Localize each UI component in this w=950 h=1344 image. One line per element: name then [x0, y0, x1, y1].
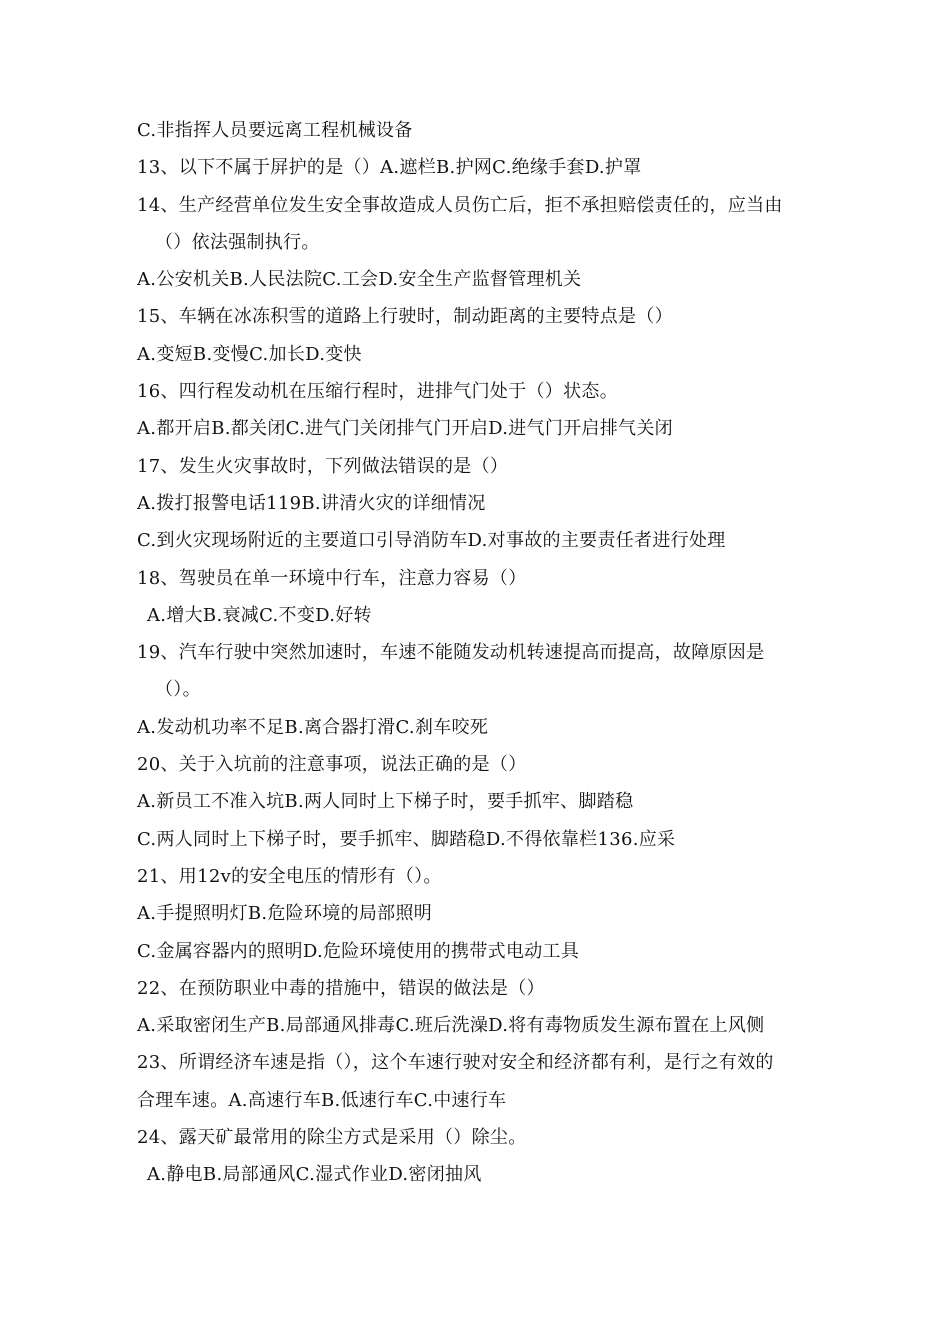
- question-20-options-c-d: C.两人同时上下梯子时，要手抓牢、脚踏稳D.不得依靠栏136.应采: [137, 828, 676, 850]
- question-21: 21、用12v的安全电压的情形有（）。: [137, 865, 442, 887]
- question-18: 18、驾驶员在单一环境中行车，注意力容易（）: [137, 567, 527, 589]
- question-23: 23、所谓经济车速是指（），这个车速行驶对安全和经济都有利，是行之有效的: [137, 1052, 774, 1074]
- question-21-options-c-d: C.金属容器内的照明D.危险环境使用的携带式电动工具: [137, 940, 580, 962]
- question-18-options: A.增大B.衰减C.不变D.好转: [147, 604, 372, 626]
- question-22: 22、在预防职业中毒的措施中，错误的做法是（）: [137, 977, 545, 999]
- question-20: 20、关于入坑前的注意事项，说法正确的是（）: [137, 754, 527, 776]
- question-14: 14、生产经营单位发生安全事故造成人员伤亡后，拒不承担赔偿责任的，应当由: [137, 194, 783, 216]
- question-14-options: A.公安机关B.人民法院C.工会D.安全生产监督管理机关: [137, 269, 582, 291]
- question-17-options-a-b: A.拨打报警电话119B.讲清火灾的详细情况: [137, 492, 486, 514]
- question-13: 13、以下不属于屏护的是（）A.遮栏B.护网C.绝缘手套D.护罩: [137, 157, 642, 179]
- question-15-options: A.变短B.变慢C.加长D.变快: [137, 343, 362, 365]
- question-19: 19、汽车行驶中突然加速时，车速不能随发动机转速提高而提高，故障原因是: [137, 642, 765, 664]
- question-20-options-a-b: A.新员工不准入坑B.两人同时上下梯子时，要手抓牢、脚踏稳: [137, 791, 634, 813]
- question-16: 16、四行程发动机在压缩行程时，进排气门处于（）状态。: [137, 381, 619, 403]
- question-19-options: A.发动机功率不足B.离合器打滑C.刹车咬死: [137, 716, 489, 738]
- question-17-options-c-d: C.到火灾现场附近的主要道口引导消防车D.对事故的主要责任者进行处理: [137, 530, 726, 552]
- question-22-options: A.采取密闭生产B.局部通风排毒C.班后洗澡D.将有毒物质发生源布置在上风侧: [137, 1015, 765, 1037]
- text-line: C.非指挥人员要远离工程机械设备: [137, 120, 413, 141]
- question-24: 24、露天矿最常用的除尘方式是采用（）除尘。: [137, 1127, 527, 1149]
- question-24-options: A.静电B.局部通风C.湿式作业D.密闭抽风: [147, 1164, 482, 1186]
- question-23-continuation: 合理车速。A.高速行车B.低速行车C.中速行车: [137, 1089, 507, 1111]
- question-17: 17、发生火灾事故时，下列做法错误的是（）: [137, 455, 509, 477]
- question-21-options-a-b: A.手提照明灯B.危险环境的局部照明: [137, 903, 433, 925]
- question-14-continuation: （）依法强制执行。: [155, 231, 320, 253]
- question-15: 15、车辆在冰冻积雪的道路上行驶时，制动距离的主要特点是（）: [137, 306, 673, 328]
- question-19-continuation: （）。: [155, 679, 201, 701]
- question-16-options: A.都开启B.都关闭C.进气门关闭排气门开启D.进气门开启排气关闭: [137, 418, 673, 440]
- question-list: [0, 112, 950, 1194]
